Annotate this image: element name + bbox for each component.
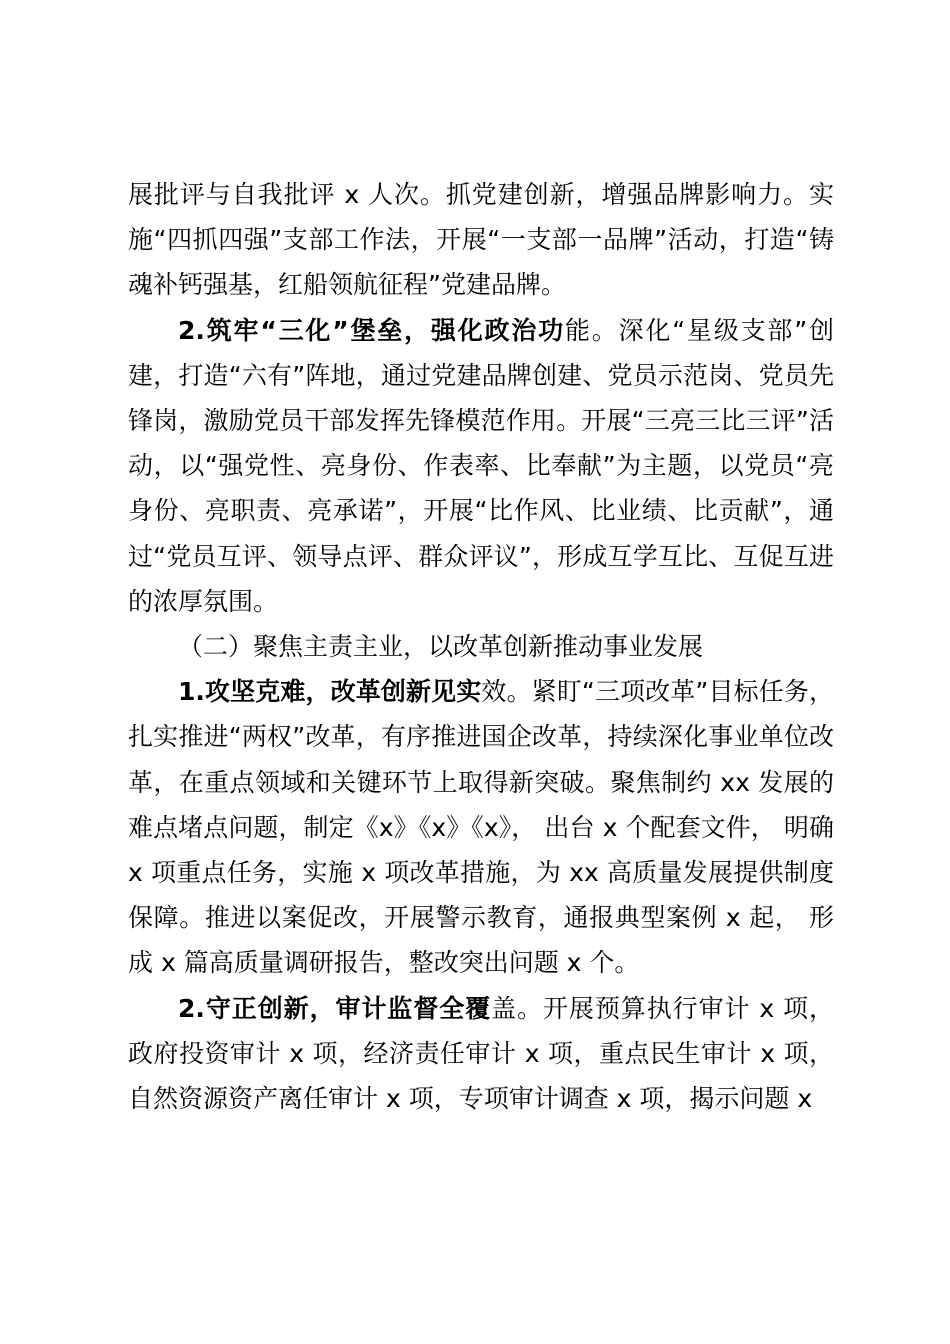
section-heading-2-text: （二）聚焦主责主业，以改革创新推动事业发展 xyxy=(178,632,704,662)
subheading-audit-supervision: 2.守正创新，审计监督全覆 xyxy=(178,993,492,1023)
paragraph-1 xyxy=(128,172,834,308)
paragraph-1-text: 展批评与自我批评 x 人次。抓党建创新，增强品牌影响力。实施“四抓四强”支部工作法，开展“一支部一品牌”活动，打造“铸魂补钙强基，红船领航征程”党建品牌。 xyxy=(128,180,834,300)
document-body xyxy=(128,172,834,1121)
paragraph-2-text: 能。深化“星级支部”创建，打造“六有”阵地，通过党建品牌创建、党员示范岗、党员先锋岗，激励党员干部发挥先锋模范作用。开展“三亮三比三评”活动，以“强党性、亮身份、作表率、比奉献”为主题，以党员“亮身份、亮职责、亮承诺”，开展“比作风、比业绩、比贡献”，通过“党员互评、领导点评、群众评议”，形成互学互比、互促互进的浓厚氛围。 xyxy=(128,315,834,616)
paragraph-5 xyxy=(128,986,834,1122)
paragraph-4-text: 效。紧盯“三项改革”目标任务，扎实推进“两权”改革，有序推进国企改革，持续深化事业单位改革，在重点领域和关键环节上取得新突破。聚焦制约 xx 发展的难点堵点问题，制定《x》《x》《x》， 出台 x 个配套文件， 明确 x 项重点任务，实施 x 项改革措施，为 xx 高质量发展提供制度保障。推进以案促改，开展警示教育，通报典型案例 x 起， 形成 x 篇高质量调研报告，整改突出问题 x 个。 xyxy=(128,677,834,978)
paragraph-2 xyxy=(128,308,834,624)
paragraph-4 xyxy=(128,669,834,985)
section-heading-2 xyxy=(128,624,834,669)
subheading-reform-innovation: 1.攻坚克难，改革创新见实 xyxy=(178,677,482,707)
subheading-strengthen-fortress: 2.筑牢“三化”堡垒，强化政治功 xyxy=(178,315,565,345)
paragraph-5-text: 盖。开展预算执行审计 x 项，政府投资审计 x 项，经济责任审计 x 项，重点民生审计 x 项，自然资源资产离任审计 x 项，专项审计调查 x 项，揭示问题 x xyxy=(128,993,834,1114)
